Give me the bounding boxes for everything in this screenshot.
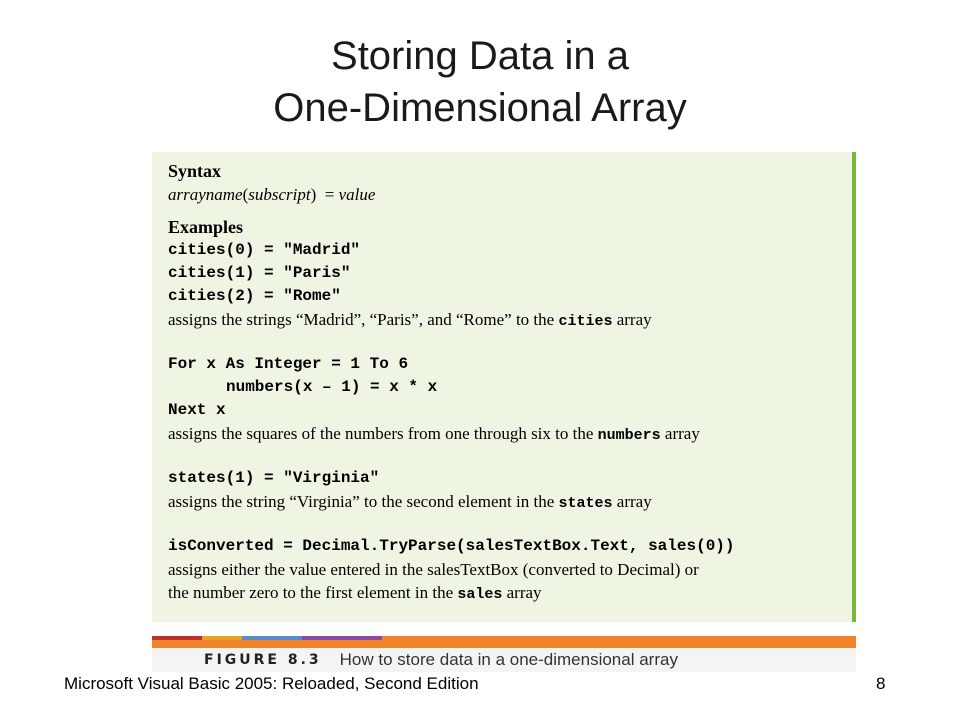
example-3-description	[168, 490, 848, 513]
example-1-code-line-1: cities(0) = "Madrid"	[168, 241, 361, 259]
example-4-description-line-2	[168, 581, 848, 604]
strip-segment-blue	[242, 636, 302, 640]
caption-color-strip	[152, 636, 856, 648]
page-number: 8	[876, 674, 886, 693]
example-2-code-line-1: For x As Integer = 1 To 6	[168, 355, 409, 373]
strip-segment-red	[152, 636, 202, 640]
figure-content	[168, 160, 848, 604]
slide-title-line-1: Storing Data in a	[331, 34, 629, 78]
syntax-subscript: subscript	[248, 185, 311, 204]
example-2-description	[168, 422, 848, 445]
example-4-desc-code: sales	[457, 586, 503, 603]
example-1-desc-tail: array	[616, 310, 652, 329]
example-2-code-line-3: Next x	[168, 401, 226, 419]
example-2-desc-text: assigns the squares of the numbers from one through six to the	[168, 424, 594, 443]
strip-segment-purple	[302, 636, 382, 640]
strip-segment-yellow	[202, 636, 242, 640]
example-3-desc-code: states	[558, 495, 613, 512]
example-3-desc-text: assigns the string “Virginia” to the second element in the	[168, 492, 555, 511]
example-1-code-line-2: cities(1) = "Paris"	[168, 264, 351, 282]
example-2-desc-code: numbers	[597, 427, 661, 444]
example-2-code-line-2: numbers(x – 1) = x * x	[226, 378, 438, 396]
example-1-description	[168, 308, 848, 331]
example-4-description-line-1: assigns either the value entered in the salesTextBox (converted to Decimal) or	[168, 560, 699, 579]
figure-caption-text: How to store data in a one-dimensional array	[339, 650, 678, 669]
figure-8-3	[152, 152, 856, 672]
example-4-desc-tail: array	[506, 583, 542, 602]
example-4-desc-text: the number zero to the first element in the	[168, 583, 454, 602]
syntax-value: value	[338, 185, 376, 204]
figure-panel	[152, 152, 852, 622]
examples-heading: Examples	[168, 217, 244, 237]
example-1-desc-code: cities	[558, 313, 613, 330]
syntax-heading: Syntax	[168, 161, 222, 181]
figure-caption	[204, 649, 678, 671]
example-3-code: states(1) = "Virginia"	[168, 469, 380, 487]
example-4-code: isConverted = Decimal.TryParse(salesTextBox.Text, sales(0))	[168, 537, 735, 555]
syntax-line: arrayname(subscript) = value	[168, 185, 376, 204]
slide-title-line-2: One-Dimensional Array	[273, 86, 687, 130]
example-1-desc-text: assigns the strings “Madrid”, “Paris”, and “Rome” to the	[168, 310, 555, 329]
figure-label: FIGURE 8.3	[204, 652, 322, 668]
slide-title	[0, 30, 960, 134]
example-1-code-line-3: cities(2) = "Rome"	[168, 287, 341, 305]
footer-book-title: Microsoft Visual Basic 2005: Reloaded, Second Edition	[64, 674, 479, 693]
figure-panel-border	[852, 152, 856, 622]
syntax-arrayname: arrayname	[168, 185, 243, 204]
example-2-desc-tail: array	[664, 424, 700, 443]
example-3-desc-tail: array	[616, 492, 652, 511]
